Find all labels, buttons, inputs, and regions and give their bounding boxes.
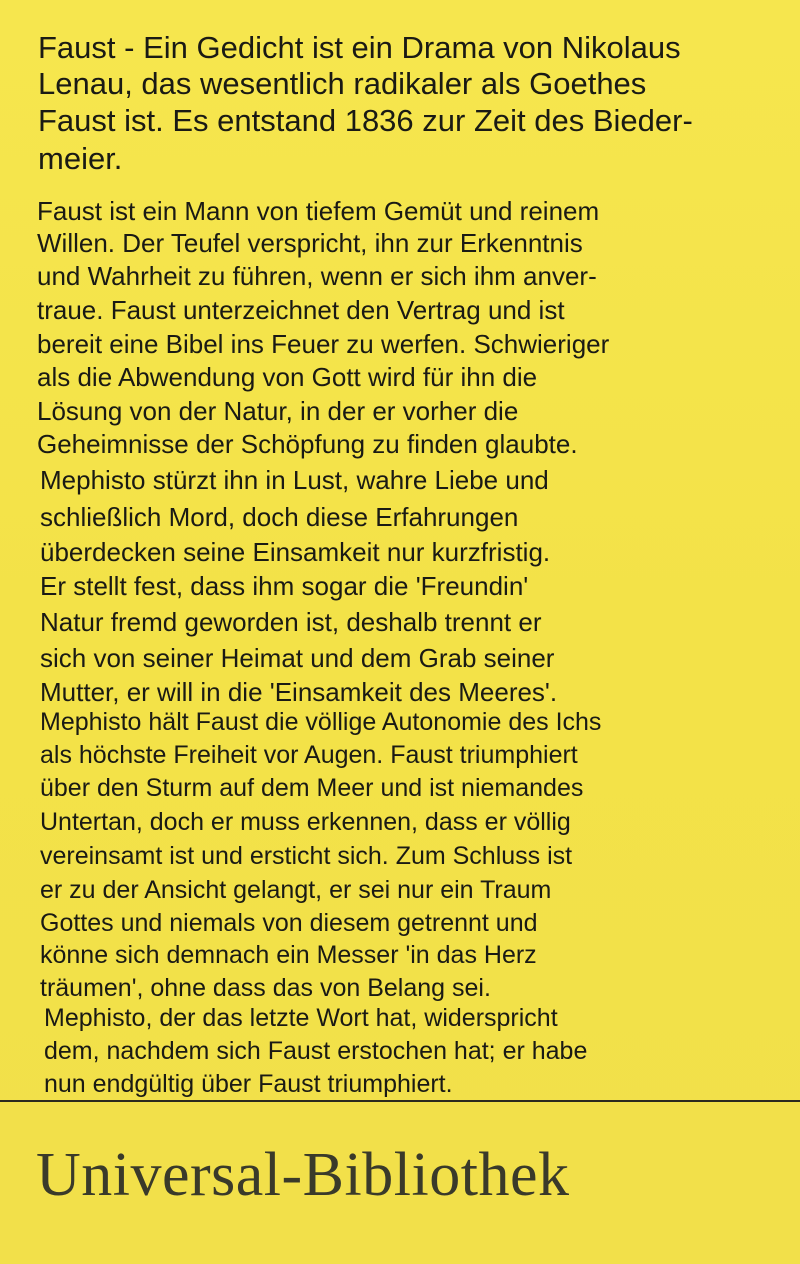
text-line: nun endgültig über Faust triumphiert. [44,1070,453,1098]
text-line: Mephisto stürzt ihn in Lust, wahre Liebe und [40,465,549,495]
text-line: über den Sturm auf dem Meer und ist niemandes [40,774,584,802]
text-line: Mutter, er will in die 'Einsamkeit des Meeres'. [40,677,558,707]
text-line: meier. [38,141,123,176]
series-imprint: Universal-Bibliothek [36,1141,570,1209]
text-line: sich von seiner Heimat und dem Grab seiner [40,643,555,673]
text-line: er zu der Ansicht gelangt, er sei nur ein Traum [40,876,552,904]
text-line: Natur fremd geworden ist, deshalb trennt er [40,607,542,637]
text-line: Faust ist ein Mann von tiefem Gemüt und reinem [37,196,600,226]
text-line: traue. Faust unterzeichnet den Vertrag und ist [37,295,565,325]
text-line: Mephisto, der das letzte Wort hat, widerspricht [44,1004,558,1032]
text-line: als die Abwendung von Gott wird für ihn die [37,362,538,392]
text-line: Er stellt fest, dass ihm sogar die 'Freundin' [40,571,529,601]
text-line: Faust ist. Es entstand 1836 zur Zeit des Bieder- [38,103,693,138]
text-line: träumen', ohne dass das von Belang sei. [40,974,491,1002]
text-line: Willen. Der Teufel verspricht, ihn zur Erkenntnis [37,228,583,258]
text-line: könne sich demnach ein Messer 'in das Herz [40,941,537,969]
text-line: Untertan, doch er muss erkennen, dass er völlig [40,808,571,836]
text-line: als höchste Freiheit vor Augen. Faust triumphiert [40,741,578,769]
text-line: schließlich Mord, doch diese Erfahrungen [40,502,519,532]
text-line: Faust - Ein Gedicht ist ein Drama von Nikolaus [38,30,681,65]
text-line: bereit eine Bibel ins Feuer zu werfen. Schwieriger [37,329,610,359]
text-line: Gottes und niemals von diesem getrennt und [40,909,538,937]
text-line: dem, nachdem sich Faust erstochen hat; er habe [44,1037,588,1065]
text-line: Geheimnisse der Schöpfung zu finden glaubte. [37,429,578,459]
text-line: Lösung von der Natur, in der er vorher die [37,396,519,426]
text-line: überdecken seine Einsamkeit nur kurzfristig. [40,537,551,567]
text-line: und Wahrheit zu führen, wenn er sich ihm anver- [37,261,597,291]
divider-rule [0,1100,800,1102]
text-line: vereinsamt ist und ersticht sich. Zum Schluss ist [40,842,573,870]
text-line: Lenau, das wesentlich radikaler als Goethes [38,66,647,101]
text-line: Mephisto hält Faust die völlige Autonomie des Ichs [40,708,602,736]
